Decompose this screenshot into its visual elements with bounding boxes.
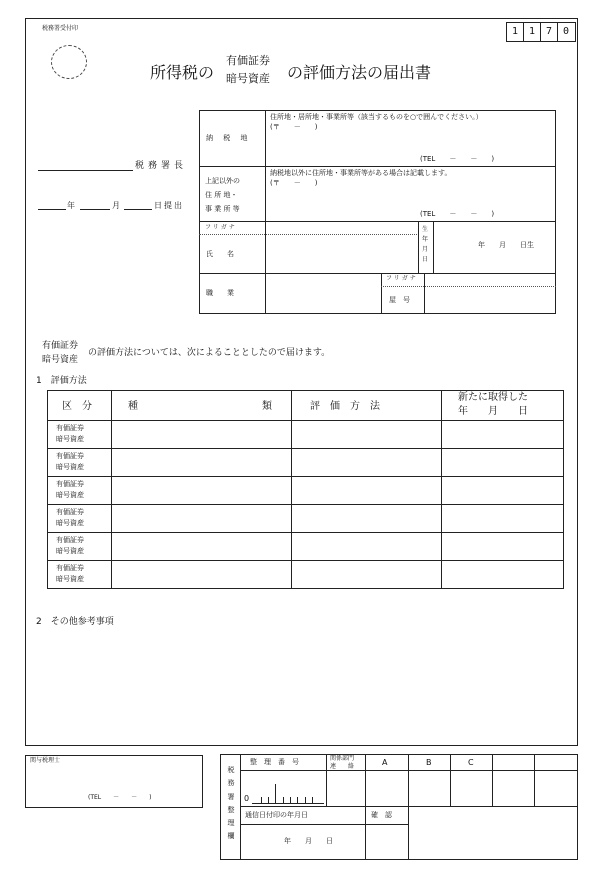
row-category-label: 有価証券 暗号資産 — [56, 424, 84, 443]
furigana-label: フリガナ — [205, 224, 237, 231]
taxpayer-table — [199, 110, 556, 314]
birth-label: 月 — [422, 246, 429, 253]
date-year-label: 年 — [67, 201, 75, 210]
title-option-securities: 有価証券 — [226, 54, 270, 67]
section-2-heading: 2 その他参考事項 — [36, 617, 114, 627]
tax-office-label: 税務署長 — [135, 161, 188, 171]
name-label: 氏 名 — [206, 250, 234, 258]
birth-label: 日 — [422, 256, 429, 263]
tel-2: (TEL － － ) — [420, 210, 495, 218]
row-category-label: 有価証券 暗号資産 — [56, 480, 84, 499]
date-month-label: 月 — [112, 201, 120, 210]
title-suffix: の評価方法の届出書 — [287, 63, 432, 82]
birth-label: 生 — [422, 226, 429, 233]
statement-option-securities: 有価証券 — [42, 341, 79, 351]
dept-label: 連 絡 — [330, 763, 355, 770]
comm-date-label: 通信日付印の年月日 — [245, 811, 308, 819]
title-option-crypto: 暗号資産 — [226, 72, 270, 85]
col-method-header: 評 価 方 法 — [310, 401, 380, 412]
col-date-header: 年 月 日 — [458, 406, 528, 417]
accountant-tel: (TEL － － ) — [88, 794, 152, 801]
stamp-label: 税務署受付印 — [42, 25, 79, 32]
section-1-heading: 1 評価方法 — [36, 376, 87, 386]
office-use-vertical-label: 税 務 署 整 理 欄 — [227, 766, 235, 841]
col-b-label: B — [426, 758, 432, 767]
confirm-label: 確 認 — [371, 811, 392, 819]
form-number-digit: 0 — [562, 26, 570, 37]
row-category-label: 有価証券 暗号資産 — [56, 508, 84, 527]
form-number-digit: 7 — [545, 26, 553, 37]
col-kind-header: 類 — [262, 401, 272, 412]
address-type-label: 住所地・居所地・事業所等（該当するものを○で囲んでください。） — [270, 113, 483, 121]
form-number-digit: 1 — [528, 26, 536, 37]
statement-text: の評価方法については、次によることとしたので届けます。 — [88, 348, 331, 358]
occupation-label: 職 業 — [206, 289, 234, 297]
other-address-label-line: 住 所 地・ — [205, 191, 238, 199]
row-category-label: 有価証券 暗号資産 — [56, 452, 84, 471]
statement-option-crypto: 暗号資産 — [42, 355, 79, 365]
col-c-label: C — [468, 758, 474, 767]
ref-number-label: 整 理 番 号 — [250, 758, 299, 766]
ruler-scale — [252, 803, 324, 804]
other-address-label-line: 事 業 所 等 — [205, 205, 240, 213]
accountant-label: 関与税理士 — [30, 757, 61, 764]
other-address-label-line: 上記以外の — [205, 177, 240, 185]
row-category-label: 有価証券 暗号資産 — [56, 536, 84, 555]
row-category-label: 有価証券 暗号資産 — [56, 564, 84, 583]
col-date-header: 新たに取得した — [458, 392, 528, 403]
reception-stamp-circle — [51, 45, 87, 79]
date-day-label: 日提出 — [154, 201, 184, 210]
furigana-label-2: フリガナ — [386, 275, 418, 282]
birth-date: 年 月 日生 — [478, 241, 534, 249]
comm-date-value: 年 月 日 — [284, 837, 333, 845]
col-a-label: A — [382, 758, 388, 767]
postal-code-1: (〒 － ) — [270, 123, 318, 131]
col-category-header: 区 分 — [62, 401, 92, 412]
tax-place-label: 納 税 地 — [206, 134, 252, 142]
ruler-zero: 0 — [244, 794, 250, 803]
birth-label: 年 — [422, 236, 429, 243]
trade-name-label: 屋 号 — [389, 296, 410, 304]
postal-code-2: (〒 － ) — [270, 179, 318, 187]
dept-label: 関係部門 — [330, 755, 355, 762]
other-address-note: 納税地以外に住所地・事業所等がある場合は記載します。 — [270, 169, 452, 177]
form-number-digit: 1 — [511, 26, 519, 37]
col-kind-header: 種 — [128, 401, 138, 412]
title-prefix: 所得税の — [150, 63, 215, 82]
tel-1: (TEL － － ) — [420, 155, 495, 163]
